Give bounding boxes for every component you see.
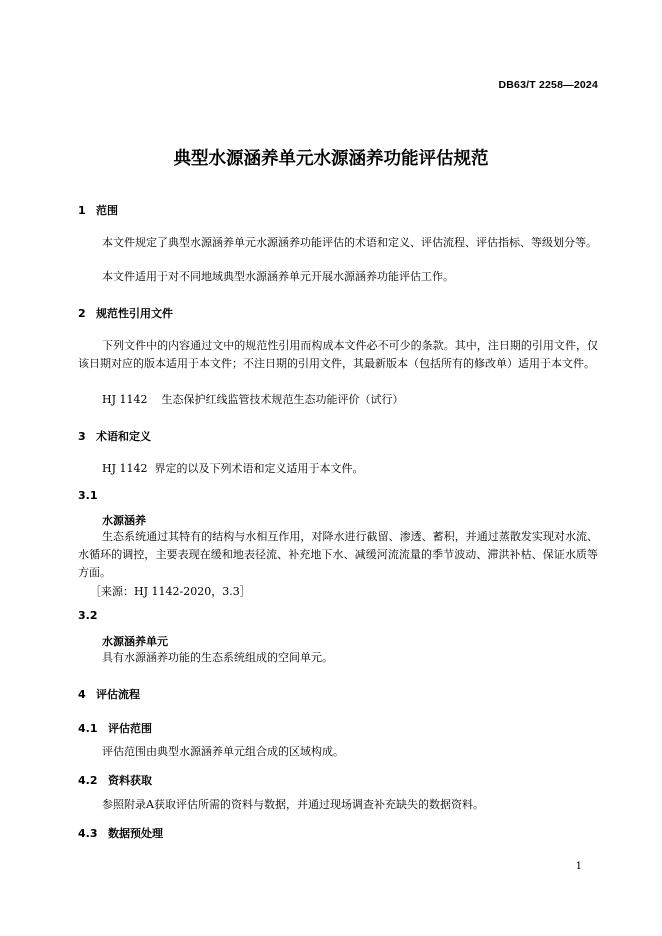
clause-4-1-number: 4.1 <box>78 722 98 735</box>
section-1-number: 1 <box>78 204 86 217</box>
section-1-para-1: 本文件规定了典型水源涵养单元水源涵养功能评估的术语和定义、评估流程、评估指标、等级划分等。 <box>102 236 597 249</box>
reference-title: 生态保护红线监管技术规范生态功能评价（试行） <box>161 393 404 406</box>
clause-4-2-text: 参照附录A获取评估所需的资料与数据，并通过现场调查补充缺失的数据资料。 <box>102 798 484 811</box>
term-3-1-definition: 生态系统通过其特有的结构与水相互作用，对降水进行截留、渗透、蓄积，并通过蒸散发实现对水流、水循环的调控，主要表现在缓和地表径流、补充地下水、减缓河流流量的季节波动、滞洪补枯、保证水质等方面。 <box>78 530 598 579</box>
term-3-2-definition: 具有水源涵养功能的生态系统组成的空间单元。 <box>102 651 333 664</box>
clause-4-3-title: 数据预处理 <box>108 827 163 840</box>
document-title: 典型水源涵养单元水源涵养功能评估规范 <box>173 149 489 169</box>
term-3-1-source: ［来源：HJ 1142-2020，3.3］ <box>90 585 251 598</box>
page-number: 1 <box>575 861 582 872</box>
standard-code: DB63/T 2258—2024 <box>498 79 598 91</box>
clause-4-1-text: 评估范围由典型水源涵养单元组合成的区域构成。 <box>102 745 344 758</box>
clause-4-1-title: 评估范围 <box>108 722 152 735</box>
section-3-heading <box>78 428 151 444</box>
term-3-1-number: 3.1 <box>78 489 98 502</box>
clause-4-2-heading <box>78 772 152 788</box>
clause-4-3-number: 4.3 <box>78 827 98 840</box>
term-3-2-name: 水源涵养单元 <box>102 635 168 648</box>
section-3-number: 3 <box>78 430 86 443</box>
section-2-title: 规范性引用文件 <box>96 307 173 320</box>
section-4-heading <box>78 686 140 702</box>
section-3-title: 术语和定义 <box>96 430 151 443</box>
term-3-1-name: 水源涵养 <box>102 514 146 527</box>
section-2-para-1: 下列文件中的内容通过文中的规范性引用而构成本文件必不可少的条款。其中，注日期的引用文件，仅该日期对应的版本适用于本文件；不注日期的引用文件，其最新版本（包括所有的修改单）适用于本文件。 <box>78 339 598 370</box>
normative-reference <box>102 391 404 407</box>
section-2-heading <box>78 305 173 321</box>
section-1-title: 范围 <box>96 204 118 217</box>
term-3-2-number: 3.2 <box>78 609 98 622</box>
clause-4-2-number: 4.2 <box>78 774 98 787</box>
clause-4-3-heading <box>78 825 163 841</box>
section-4-title: 评估流程 <box>96 688 140 701</box>
section-4-number: 4 <box>78 688 86 701</box>
section-2-number: 2 <box>78 307 86 320</box>
reference-code: HJ 1142 <box>102 393 148 406</box>
clause-4-2-title: 资料获取 <box>108 774 152 787</box>
section-1-para-2: 本文件适用于对不同地域典型水源涵养单元开展水源涵养功能评估工作。 <box>102 270 454 283</box>
section-1-heading <box>78 202 118 218</box>
clause-4-1-heading <box>78 720 152 736</box>
section-3-para-1: HJ 1142 界定的以及下列术语和定义适用于本文件。 <box>102 462 364 475</box>
